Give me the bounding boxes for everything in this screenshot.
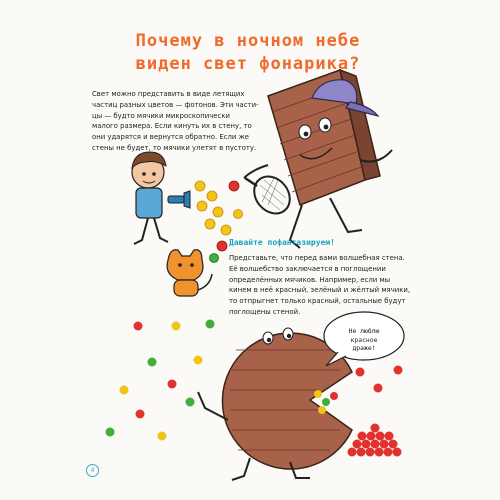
intro-line: цы — будто мячики микроскопически — [92, 111, 230, 120]
speech-bubble-text — [332, 327, 396, 353]
bubble-line: драже! — [352, 344, 376, 353]
title-line-2: виден свет фонарика? — [135, 54, 361, 74]
fantasy-paragraph — [229, 253, 409, 318]
intro-line: стены не будет, то мячики улетят в пустоту. — [92, 143, 257, 152]
intro-line: частиц разных цветов — фотонов. Эти части- — [92, 100, 259, 109]
intro-line: Свет можно представить в виде летящих — [92, 90, 245, 98]
boy-character — [132, 152, 168, 244]
fantasy-line: то отпрыгнет только красный, остальные будут — [229, 297, 406, 306]
intro-line: они ударятся и вернутся обратно. Если же — [92, 133, 250, 142]
flashlight-icon — [168, 191, 190, 208]
fantasy-line: кинем в неё красный, зелёный и жёлтый мячики, — [229, 286, 411, 295]
page-title — [88, 30, 408, 76]
fantasy-line: Её волшебство заключается в поглощении — [229, 264, 386, 273]
fantasy-line: определённых мячиков. Например, если мы — [229, 275, 391, 284]
fantasy-line: Представьте, что перед вами волшебная стена. — [229, 254, 405, 262]
intro-line: малого размера. Если кинуть их в стену, то — [92, 122, 252, 131]
cat-character — [167, 250, 212, 296]
photon-particles — [195, 181, 243, 263]
bubble-line: красное — [350, 335, 378, 344]
bubble-line: Не люблю — [348, 327, 380, 335]
intro-paragraph — [92, 89, 260, 154]
red-candy-pile — [348, 424, 402, 457]
title-line-1: Почему в ночном небе — [135, 31, 361, 51]
fantasy-heading: Давайте пофантазируем! — [229, 238, 335, 247]
tennis-racket-icon — [245, 169, 297, 220]
fantasy-line: поглощены стеной. — [229, 307, 301, 316]
page-number: 4 — [86, 464, 99, 477]
